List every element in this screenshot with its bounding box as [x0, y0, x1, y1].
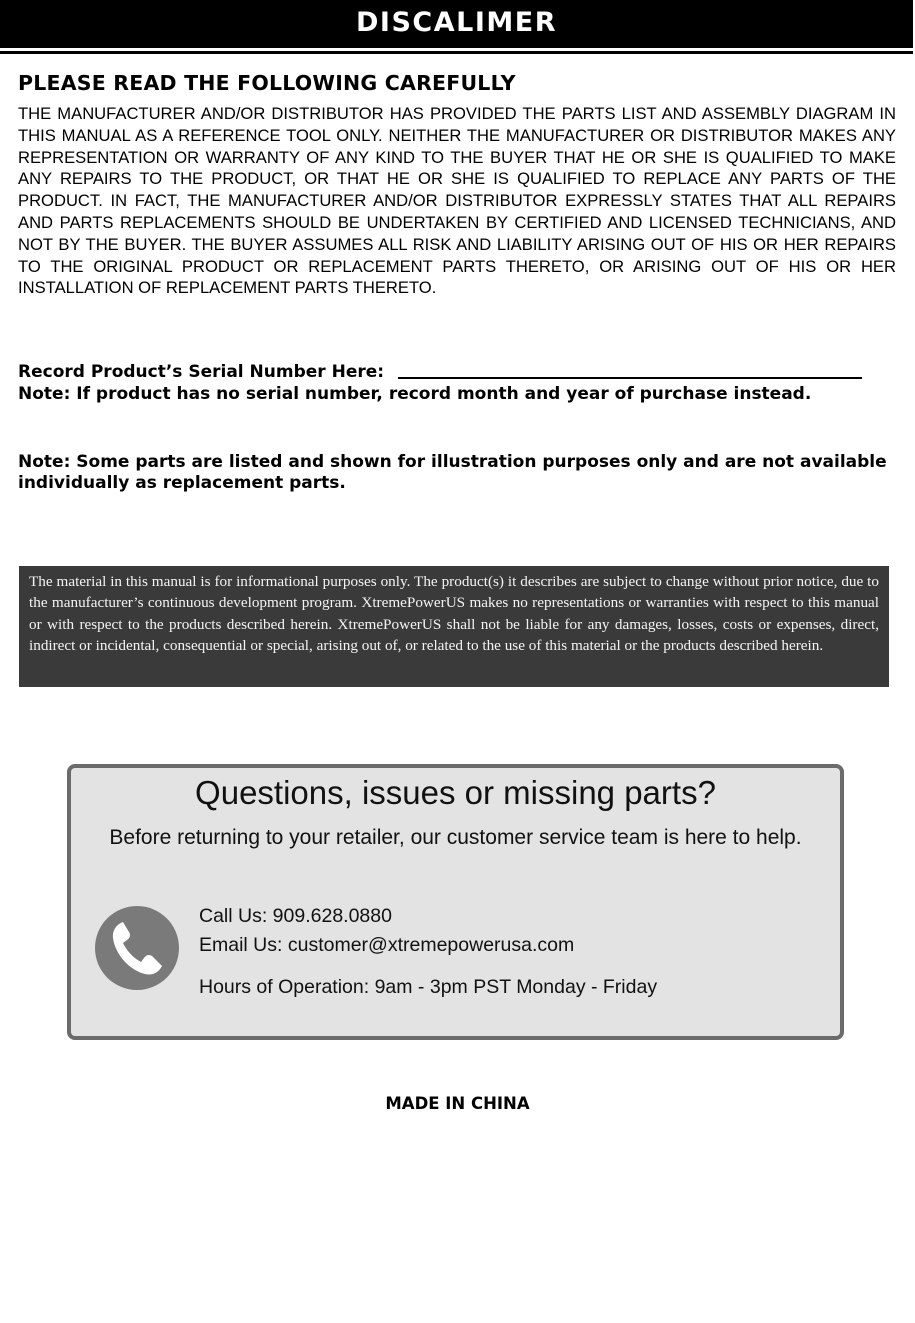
- contact-title: Questions, issues or missing parts?: [195, 774, 716, 811]
- serial-number-label: Record Product’s Serial Number Here:: [18, 362, 385, 382]
- legal-notice-box: [19, 566, 889, 687]
- contact-hours: Hours of Operation: 9am - 3pm PST Monday - Friday: [199, 976, 658, 998]
- disclaimer-body: THE MANUFACTURER AND/OR DISTRIBUTOR HAS PROVIDED THE PARTS LIST AND ASSEMBLY DIAGRAM IN THIS MANUAL AS A REFERENCE TOOL ONLY. NEITHER THE MANUFACTURER OR DISTRIBUTOR MAKES ANY REPRESENTATION OR WARRANTY OF ANY KIND TO THE BUYER THAT HE OR SHE IS QUALIFIED TO MAKE ANY REPAIRS TO THE PRODUCT, OR THAT HE OR SHE IS QUALIFIED TO REPLACE ANY PARTS OF THE PRODUCT. IN FACT, THE MANUFACTURER AND/OR DISTRIBUTOR EXPRESSLY STATES THAT ALL REPAIRS AND PARTS REPLACEMENTS SHOULD BE UNDERTAKEN BY CERTIFIED AND LICENSED TECHNICIANS, AND NOT BY THE BUYER. THE BUYER ASSUMES ALL RISK AND LIABILITY ARISING OUT OF HIS OR HER REPAIRS TO THE ORIGINAL PRODUCT OR REPLACEMENT PARTS THERETO, OR ARISING OUT OF HIS OR HER INSTALLATION OF REPLACEMENT PARTS THERETO.: [18, 104, 896, 298]
- contact-box: [67, 764, 844, 1040]
- phone-icon: [93, 904, 181, 992]
- page-title: DISCALIMER: [356, 7, 557, 38]
- serial-number-blank: [398, 377, 862, 379]
- legal-notice-text: The material in this manual is for informational purposes only. The product(s) it describes are subject to change without prior notice, due to the manufacturer’s continuous development program. XtremePowerUS makes no representations or warranties with respect to this manual or with respect to the products described herein. XtremePowerUS shall not be liable for any damages, losses, costs or expenses, direct, indirect or incidental, consequential or special, arising out of, or related to the use of this material or the products described herein.: [29, 573, 879, 655]
- contact-subtitle: Before returning to your retailer, our customer service team is here to help.: [109, 826, 802, 849]
- serial-number-note: Note: If product has no serial number, record month and year of purchase instead.: [18, 384, 812, 404]
- disclaimer-heading: PLEASE READ THE FOLLOWING CAREFULLY: [18, 71, 516, 95]
- contact-email: Email Us: customer@xtremepowerusa.com: [199, 934, 575, 956]
- contact-phone: Call Us: 909.628.0880: [199, 905, 392, 927]
- made-in-label: MADE IN CHINA: [385, 1094, 530, 1113]
- illustration-note: Note: Some parts are listed and shown for illustration purposes only and are not available individually as replacement parts.: [18, 452, 887, 493]
- header-bar: [0, 0, 913, 51]
